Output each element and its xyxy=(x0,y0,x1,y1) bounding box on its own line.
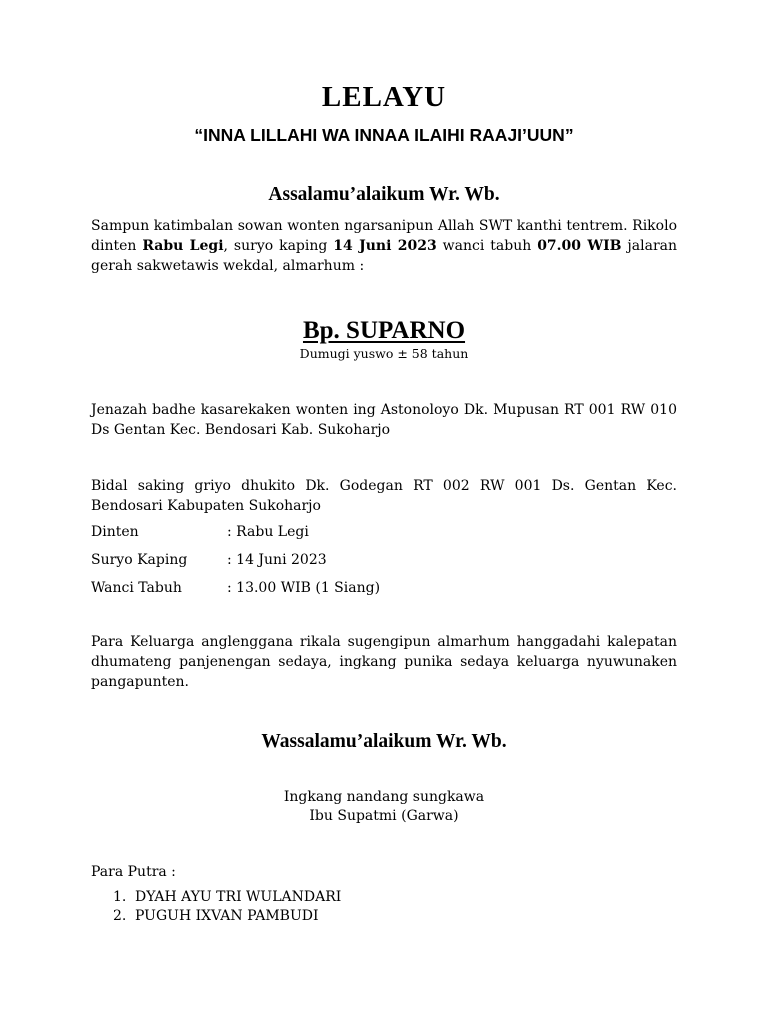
schedule-row-date xyxy=(91,550,677,570)
schedule-value: : Rabu Legi xyxy=(227,524,309,540)
intro-text-1: Sampun katimbalan sowan wonten ngarsanipun Allah SWT kanthi tentrem. Rikolo dinten xyxy=(91,218,677,254)
subtitle-prayer: “INNA LILLAHI WA INNAA ILAIHI RAAJI’UUN” xyxy=(194,125,574,145)
deceased-age: Dumugi yuswo ± 58 tahun xyxy=(299,346,469,361)
schedule-label: Suryo Kaping xyxy=(91,552,188,568)
intro-time: 07.00 WIB xyxy=(537,238,622,254)
children-label: Para Putra : xyxy=(91,864,176,880)
schedule-label: Dinten xyxy=(91,524,139,540)
list-number: 1. xyxy=(113,889,127,905)
schedule-row-day xyxy=(91,522,677,542)
closing-greeting: Wassalamu’alaikum Wr. Wb. xyxy=(261,731,507,752)
intro-text-4: jalaran gerah sakwetawis wekdal, almarhum : xyxy=(91,238,678,274)
intro-day: Rabu Legi xyxy=(142,238,224,254)
intro-date: 14 Juni 2023 xyxy=(333,238,437,254)
document-title: LELAYU xyxy=(321,81,447,113)
child-name: DYAH AYU TRI WULANDARI xyxy=(135,889,342,905)
intro-text-2: , suryo kaping xyxy=(223,238,334,254)
departure-place-paragraph: Bidal saking griyo dhukito Dk. Godegan RT 002 RW 001 Ds. Gentan Kec. Bendosari Kabupaten Sukoharjo xyxy=(91,478,677,514)
list-item xyxy=(113,887,341,907)
schedule-value: : 13.00 WIB (1 Siang) xyxy=(227,580,381,596)
intro-text-3: wanci tabuh xyxy=(436,238,538,254)
schedule-label: Wanci Tabuh xyxy=(91,580,182,596)
burial-place-paragraph: Jenazah badhe kasarekaken wonten ing Astonoloyo Dk. Mupusan RT 001 RW 010 Ds Gentan Kec. Bendosari Kab. Sukoharjo xyxy=(91,402,677,438)
schedule-value: : 14 Juni 2023 xyxy=(227,552,327,568)
list-item xyxy=(113,906,319,926)
deceased-name: Bp. SUPARNO xyxy=(302,317,466,344)
schedule-row-time xyxy=(91,578,677,598)
child-name: PUGUH IXVAN PAMBUDI xyxy=(135,908,319,924)
apology-paragraph: Para Keluarga anglenggana rikala sugengipun almarhum hanggadahi kalepatan dhumateng panjenengan sedaya, ingkang punika sedaya keluarga nyuwunaken pangapunten. xyxy=(91,634,677,690)
opening-greeting: Assalamu’alaikum Wr. Wb. xyxy=(268,184,500,205)
signature-line-1: Ingkang nandang sungkawa xyxy=(283,789,485,805)
intro-paragraph xyxy=(91,216,677,276)
list-number: 2. xyxy=(113,908,127,924)
signature-line-2: Ibu Supatmi (Garwa) xyxy=(309,808,459,824)
